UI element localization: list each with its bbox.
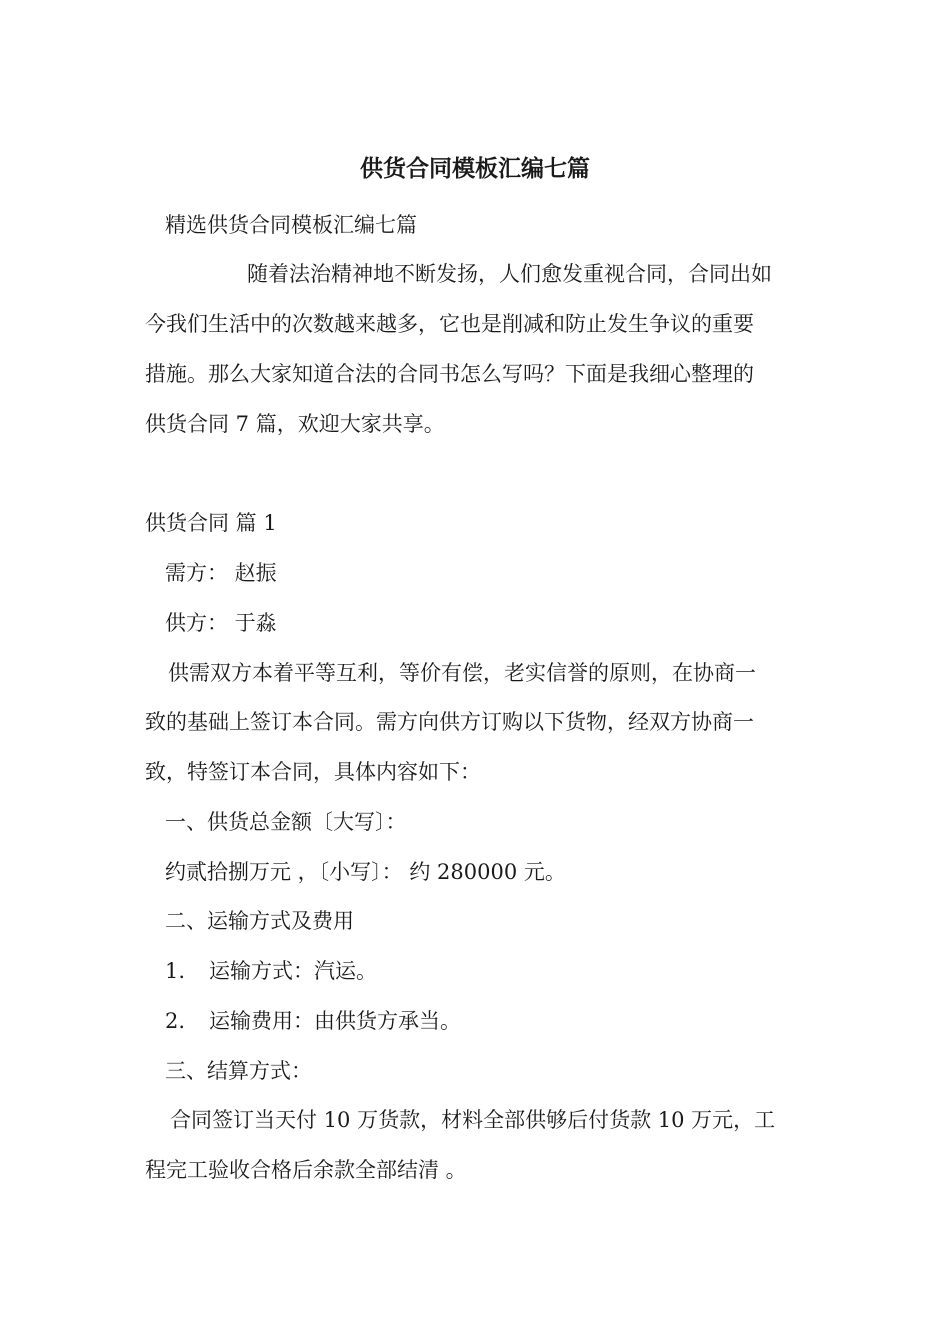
clause-2-item bbox=[165, 956, 377, 986]
list-item-number: 2. bbox=[165, 1009, 186, 1033]
document-subtitle: 精选供货合同模板汇编七篇 bbox=[165, 213, 417, 237]
document-title: 供货合同模板汇编七篇 bbox=[360, 155, 590, 182]
intro-line-3: 措施。那么大家知道合法的合同书怎么写吗？下面是我细心整理的 bbox=[145, 362, 754, 386]
supplier-line: 供方： 于淼 bbox=[165, 611, 277, 635]
intro-line-4: 供货合同 7 篇，欢迎大家共享。 bbox=[145, 412, 445, 436]
list-item-number: 1. bbox=[165, 959, 186, 983]
intro-line-1: 随着法治精神地不断发扬，人们愈发重视合同，合同出如 bbox=[247, 262, 772, 286]
clause-3-heading: 三、结算方式： bbox=[165, 1059, 312, 1083]
section-heading: 供货合同 篇 1 bbox=[145, 511, 277, 535]
principle-line-2: 致的基础上签订本合同。需方向供方订购以下货物，经双方协商一 bbox=[145, 710, 754, 734]
clause-3-line-2: 程完工验收合格后余款全部结清 。 bbox=[145, 1158, 467, 1182]
principle-line-3: 致，特签订本合同，具体内容如下： bbox=[145, 760, 481, 784]
clause-1-heading: 一、供货总金额〔大写〕： bbox=[165, 810, 407, 834]
list-item-text: 运输费用：由供货方承当。 bbox=[209, 1009, 461, 1033]
clause-3-line-1: 合同签订当天付 10 万货款，材料全部供够后付货款 10 万元，工 bbox=[170, 1108, 776, 1132]
list-item-text: 运输方式：汽运。 bbox=[209, 959, 377, 983]
clause-1-amount: 约贰拾捌万元 ，〔小写〕： 约 280000 元。 bbox=[165, 860, 566, 884]
clause-2-heading: 二、运输方式及费用 bbox=[165, 909, 354, 933]
principle-line-1: 供需双方本着平等互利，等价有偿，老实信誉的原则，在协商一 bbox=[168, 661, 756, 685]
clause-2-item bbox=[165, 1006, 461, 1036]
intro-line-2: 今我们生活中的次数越来越多，它也是削减和防止发生争议的重要 bbox=[145, 312, 754, 336]
buyer-line: 需方： 赵振 bbox=[165, 561, 277, 585]
